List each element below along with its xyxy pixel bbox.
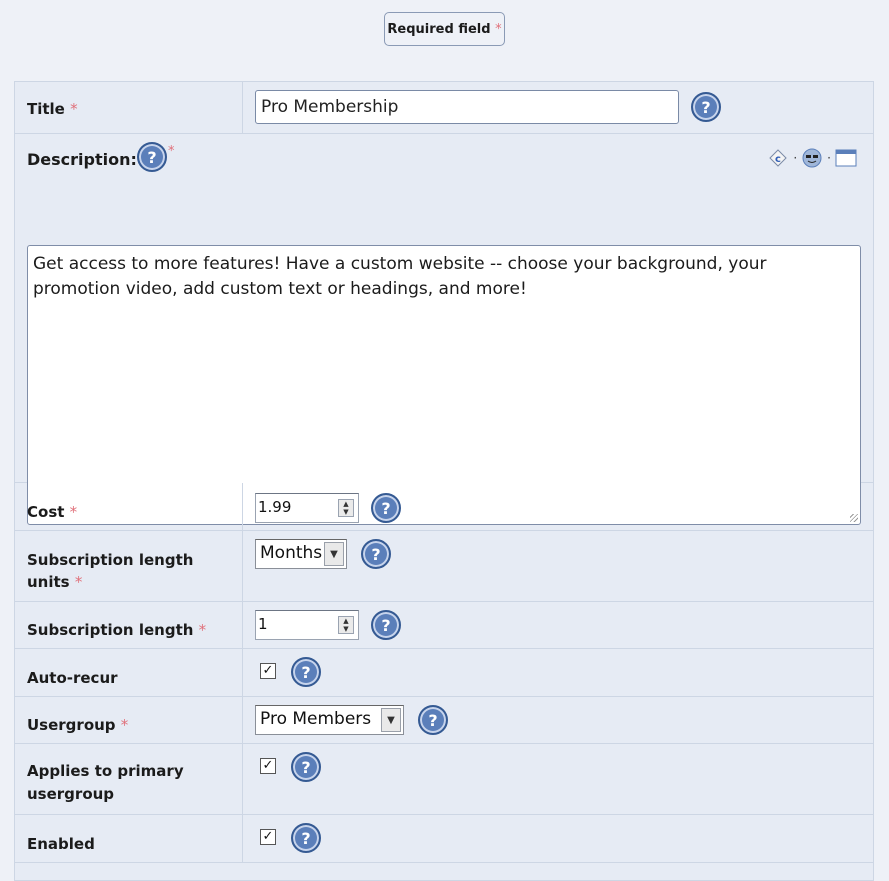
usergroup-control-cell (243, 697, 873, 743)
cost-label: Cost (27, 503, 65, 521)
required-star: * (70, 100, 78, 118)
applies-primary-label-cell (15, 744, 243, 814)
help-icon[interactable]: ? (361, 539, 391, 569)
required-star: * (74, 573, 83, 591)
auto-recur-control-cell (243, 649, 873, 696)
subscription-units-label: Subscription length units (27, 551, 194, 591)
applies-primary-checkbox[interactable]: ✓ (260, 758, 276, 774)
subscription-length-label: Subscription length (27, 621, 194, 639)
auto-recur-label: Auto-recur (27, 669, 118, 687)
window-icon[interactable] (835, 148, 857, 168)
subscription-units-label-cell (15, 531, 243, 601)
enabled-control-cell (243, 815, 873, 862)
smiley-icon[interactable] (801, 148, 823, 168)
subscription-units-control-cell (243, 531, 873, 601)
required-star: * (168, 144, 175, 159)
required-legend-text: Required field (387, 21, 491, 37)
subscription-length-spinner[interactable] (255, 610, 359, 640)
help-icon[interactable]: ? (418, 705, 448, 735)
subscription-units-select[interactable] (255, 539, 347, 569)
cost-value: 1.99 (258, 498, 292, 516)
description-row (15, 134, 873, 483)
usergroup-select[interactable] (255, 705, 404, 735)
required-star: * (69, 503, 78, 521)
title-row (15, 82, 873, 134)
required-star: * (120, 716, 129, 734)
title-control-cell (243, 82, 873, 133)
cost-control-cell (243, 483, 873, 530)
enabled-label-cell (15, 815, 243, 862)
subscription-units-value: Months (260, 543, 323, 563)
subscription-length-value: 1 (258, 615, 268, 633)
auto-recur-label-cell (15, 649, 243, 696)
enabled-checkbox[interactable]: ✓ (260, 829, 276, 845)
description-text: Get access to more features! Have a custom website -- choose your background, your promotion video, add custom text or headings, and more! (33, 254, 767, 299)
cost-row (15, 483, 873, 531)
help-icon[interactable]: ? (291, 752, 321, 782)
help-icon[interactable]: ? (137, 142, 167, 172)
help-icon[interactable]: ? (291, 823, 321, 853)
help-icon[interactable]: ? (371, 610, 401, 640)
subscription-form (14, 81, 874, 881)
spinner-buttons[interactable]: ▲ ▼ (338, 616, 354, 634)
subscription-length-control-cell (243, 602, 873, 648)
required-star: * (198, 621, 207, 639)
code-icon[interactable] (767, 148, 789, 168)
required-field-legend (384, 12, 505, 46)
subscription-length-label-cell (15, 602, 243, 648)
help-icon[interactable]: ? (371, 493, 401, 523)
toolbar-separator: · (827, 151, 831, 165)
cost-spinner[interactable] (255, 493, 359, 523)
title-label: Title (27, 100, 65, 118)
applies-primary-control-cell (243, 744, 873, 814)
enabled-row (15, 815, 873, 863)
applies-primary-label: Applies to primary usergroup (27, 762, 184, 803)
subscription-units-row (15, 531, 873, 602)
help-icon[interactable]: ? (691, 92, 721, 122)
help-icon[interactable]: ? (291, 657, 321, 687)
chevron-down-icon[interactable]: ▼ (381, 708, 401, 732)
usergroup-row (15, 697, 873, 744)
editor-toolbar (767, 148, 857, 168)
enabled-label: Enabled (27, 835, 95, 853)
spinner-buttons[interactable]: ▲ ▼ (338, 499, 354, 517)
usergroup-value: Pro Members (260, 709, 372, 729)
usergroup-label: Usergroup (27, 716, 116, 734)
required-star: * (495, 21, 502, 37)
title-label-cell (15, 82, 243, 133)
svg-text:c: c (775, 154, 782, 165)
title-input[interactable]: Pro Membership (255, 90, 679, 124)
auto-recur-checkbox[interactable]: ✓ (260, 663, 276, 679)
auto-recur-row (15, 649, 873, 697)
cost-label-cell (15, 483, 243, 530)
applies-primary-row (15, 744, 873, 815)
toolbar-separator: · (793, 151, 798, 165)
chevron-down-icon[interactable]: ▼ (324, 542, 344, 566)
subscription-length-row (15, 602, 873, 649)
description-label: Description: (27, 150, 137, 169)
usergroup-label-cell (15, 697, 243, 743)
